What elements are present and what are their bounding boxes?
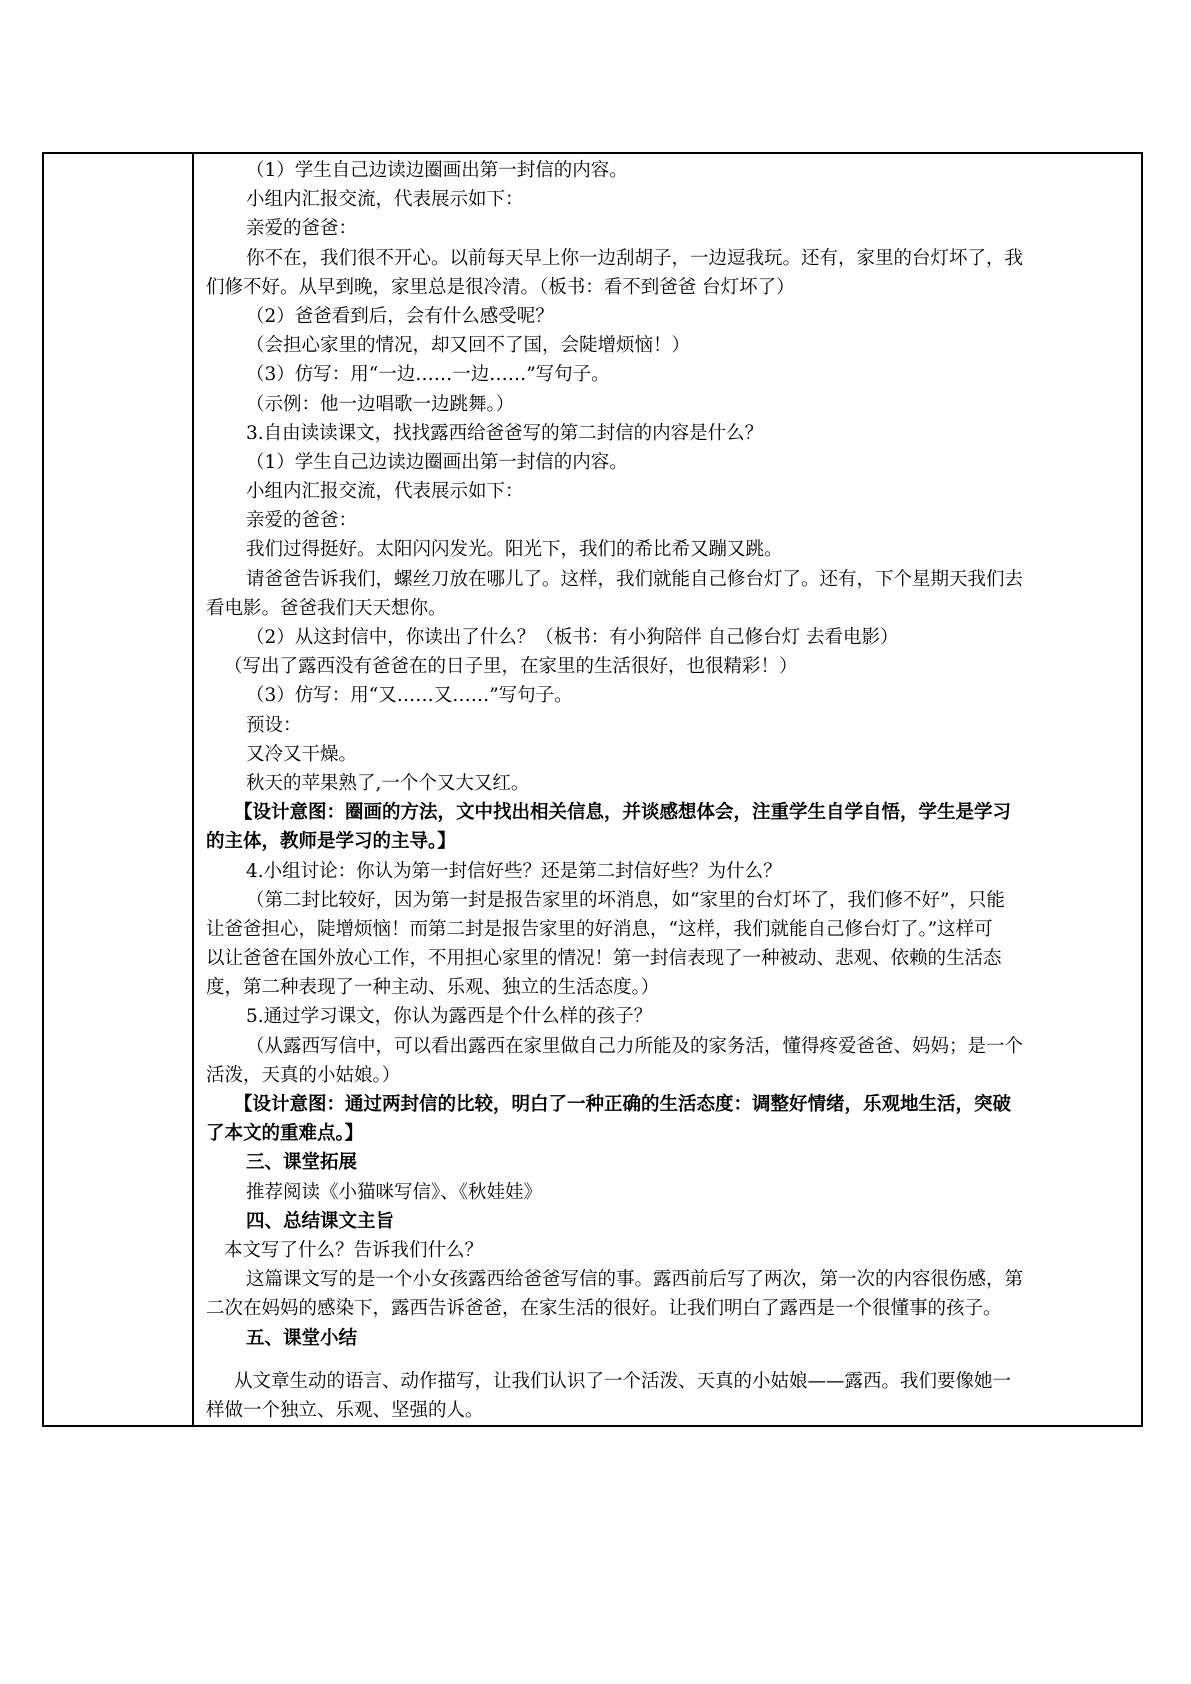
text-line: 4.小组讨论：你认为第一封信好些？还是第二封信好些？为什么？ <box>246 860 782 882</box>
text-line: （1）学生自己边读边圈画出第一封信的内容。 <box>246 451 628 473</box>
text-line: （从露西写信中，可以看出露西在家里做自己力所能及的家务活，懂得疼爱爸爸、妈妈；是一个 <box>246 1035 1024 1057</box>
text-line: 秋天的苹果熟了,一个个又大又红。 <box>246 772 530 794</box>
text-line: 们修不好。从早到晚，家里总是很冷清。（板书：看不到爸爸 台灯坏了） <box>206 276 795 298</box>
text-line: 从文章生动的语言、动作描写，让我们认识了一个活泼、天真的小姑娘——露西。我们要像她一 <box>234 1370 1012 1392</box>
text-line: 五、课堂小结 <box>246 1327 358 1349</box>
text-line: 看电影。爸爸我们天天想你。 <box>206 597 447 619</box>
text-line: （2）爸爸看到后，会有什么感受呢？ <box>246 305 554 327</box>
text-line: （3）仿写：用“一边……一边……”写句子。 <box>246 364 610 386</box>
text-line: 【设计意图：通过两封信的比较，明白了一种正确的生活态度：调整好情绪，乐观地生活，突破 <box>234 1094 1012 1115</box>
text-line: 以让爸爸在国外放心工作，不用担心家里的情况！第一封信表现了一种被动、悲观、依赖的生活态 <box>206 948 1002 970</box>
text-line: （1）学生自己边读边圈画出第一封信的内容。 <box>246 160 628 181</box>
text-line: （写出了露西没有爸爸在的日子里，在家里的生活很好，也很精彩！） <box>224 656 798 678</box>
text-line: 【设计意图：圈画的方法，文中找出相关信息，并谈感想体会，注重学生自学自悟，学生是学习 <box>234 802 1012 824</box>
lesson-text <box>206 156 1131 1425</box>
text-line: 三、课堂拓展 <box>246 1152 358 1174</box>
text-line: 推荐阅读《小猫咪写信》、《秋娃娃》 <box>246 1181 543 1203</box>
text-line: 小组内汇报交流，代表展示如下： <box>246 481 524 503</box>
text-line: （2）从这封信中，你读出了什么？（板书：有小狗陪伴 自己修台灯 去看电影） <box>246 627 899 648</box>
left-label-cell <box>43 153 193 1426</box>
text-line: 本文写了什么？告诉我们什么？ <box>224 1239 484 1261</box>
text-line: 5.通过学习课文，你认为露西是个什么样的孩子？ <box>246 1006 653 1028</box>
lesson-content-cell <box>193 153 1142 1426</box>
text-line: 了本文的重难点。】 <box>206 1123 364 1145</box>
text-line: （第二封比较好，因为第一封是报告家里的坏消息，如“家里的台灯坏了，我们修不好”，只能 <box>246 889 1005 911</box>
text-line: 这篇课文写的是一个小女孩露西给爸爸写信的事。露西前后写了两次，第一次的内容很伤感，第 <box>246 1269 1024 1291</box>
text-line: 小组内汇报交流，代表展示如下： <box>246 189 524 211</box>
text-line: 我们过得挺好。太阳闪闪发光。阳光下，我们的希比希又蹦又跳。 <box>246 539 783 561</box>
text-line: 四、总结课文主旨 <box>246 1210 395 1232</box>
text-line: 又冷又干燥。 <box>246 743 358 765</box>
text-line: 的主体，教师是学习的主导。】 <box>206 831 456 853</box>
text-line: 样做一个独立、乐观、坚强的人。 <box>206 1399 484 1421</box>
text-line: 亲爱的爸爸： <box>246 218 358 240</box>
text-line: 请爸爸告诉我们，螺丝刀放在哪儿了。这样，我们就能自己修台灯了。还有，下个星期天我们去 <box>246 568 1024 590</box>
text-line: （会担心家里的情况，却又回不了国，会陡增烦恼！） <box>246 335 691 357</box>
text-line: （示例：他一边唱歌一边跳舞。） <box>246 393 515 415</box>
table-row <box>43 153 1142 1426</box>
text-line: 二次在妈妈的感染下，露西告诉爸爸，在家生活的很好。让我们明白了露西是一个很懂事的孩子。 <box>206 1298 1002 1320</box>
text-line: 让爸爸担心，陡增烦恼！而第二封是报告家里的好消息，“这样，我们就能自己修台灯了。”这样可 <box>206 918 993 940</box>
text-line: （3）仿写：用“又……又……”写句子。 <box>246 685 573 707</box>
text-line: 亲爱的爸爸： <box>246 510 358 532</box>
text-line: 度，第二种表现了一种主动、乐观、独立的生活态度。） <box>206 977 660 999</box>
text-line <box>206 1353 1131 1367</box>
lesson-plan-table <box>42 152 1143 1427</box>
text-line: 预设： <box>246 714 302 736</box>
text-line: 活泼，天真的小姑娘。） <box>206 1064 401 1086</box>
text-line: 3.自由读读课文，找找露西给爸爸写的第二封信的内容是什么？ <box>246 422 764 444</box>
text-line: 你不在，我们很不开心。以前每天早上你一边刮胡子，一边逗我玩。还有，家里的台灯坏了，我 <box>246 247 1024 269</box>
